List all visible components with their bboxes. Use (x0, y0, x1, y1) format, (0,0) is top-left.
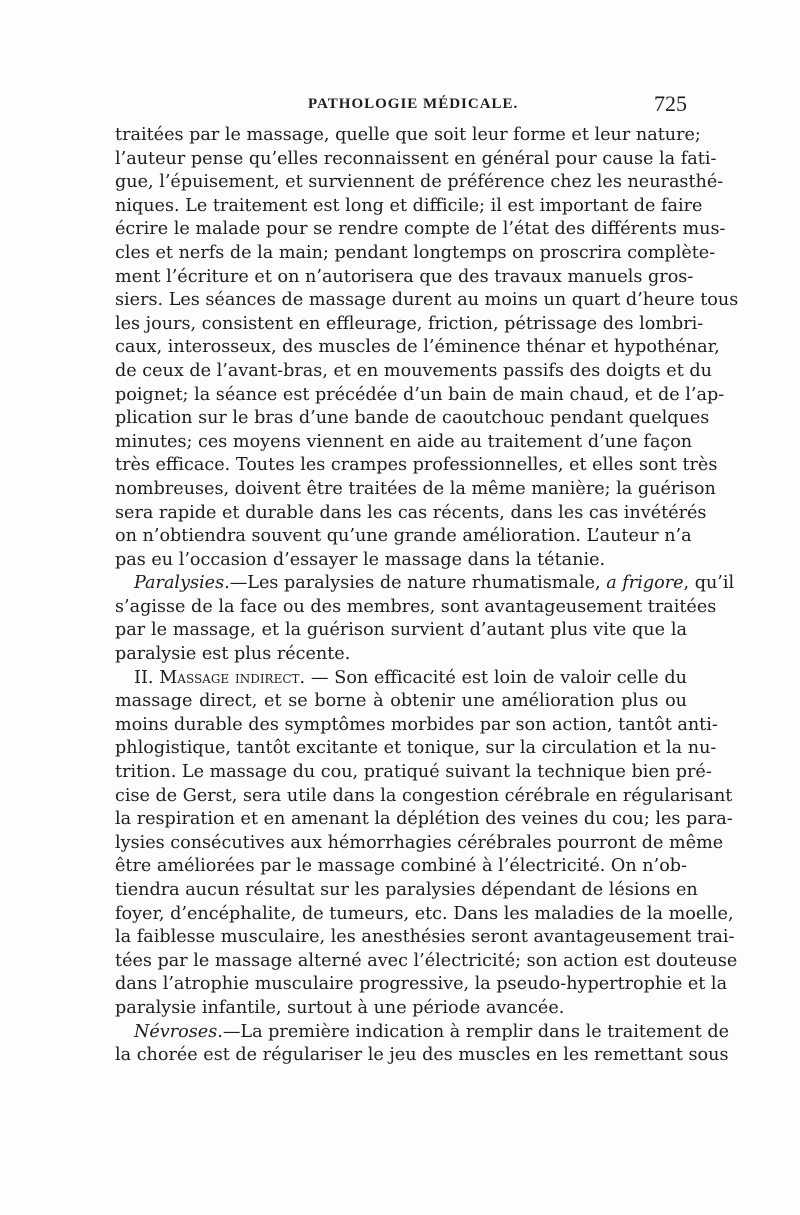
text-fragment: —La première indication à remplir dans le traitement de (222, 1021, 730, 1042)
text-line: paralysie infantile, surtout à une période avancée. (115, 997, 565, 1018)
text-line: la faiblesse musculaire, les anesthésies seront avantageusement trai- (115, 927, 735, 948)
text-line: siers. Les séances de massage durent au moins un quart d’heure tous (115, 290, 739, 311)
text-line: moins durable des symptômes morbides par son action, tantôt anti- (115, 714, 718, 735)
text-line: traitées par le massage, quelle que soit leur forme et leur nature; (115, 125, 701, 145)
body-text (115, 124, 739, 1068)
text-line: gue, l’épuisement, et surviennent de préférence chez les neurasthé- (115, 172, 724, 193)
text-line: très efficace. Toutes les crampes professionnelles, et elles sont très (115, 455, 718, 476)
text-fragment: — Son efficacité est loin de valoir celle du (305, 667, 687, 688)
text-fragment: , qu’il (683, 573, 735, 594)
heading-paralysies: Paralysies. (134, 573, 230, 594)
text-line: trition. Le massage du cou, pratiqué suivant la technique bien pré- (115, 762, 712, 783)
text-line: ment l’écriture et on n’autorisera que des travaux manuels gros- (115, 266, 694, 287)
text-line: on n’obtiendra souvent qu’une grande amélioration. L’auteur n’a (115, 526, 692, 547)
running-title: PATHOLOGIE MÉDICALE. (308, 96, 519, 112)
running-header (115, 91, 687, 124)
paragraph-nevroses-first-line (115, 1021, 730, 1045)
text-line: cles et nerfs de la main; pendant longtemps on proscrira complète- (115, 242, 716, 263)
heading-nevroses: Névroses. (134, 1021, 223, 1042)
text-line: tiendra aucun résultat sur les paralysies dépendant de lésions en (115, 880, 698, 900)
text-line: s’agisse de la face ou des membres, sont avantageusement traitées (115, 596, 717, 617)
term-a-frigore: a frigore (606, 573, 684, 594)
text-line: foyer, d’encéphalite, de tumeurs, etc. Dans les maladies de la moelle, (115, 903, 734, 924)
text-line: nombreuses, doivent être traitées de la même manière; la guérison (115, 478, 716, 499)
text-line: caux, interosseux, des muscles de l’éminence thénar et hypothénar, (115, 337, 720, 358)
paragraph-paralysies-first-line (115, 572, 735, 596)
text-line: pas eu l’occasion d’essayer le massage dans la tétanie. (115, 549, 606, 570)
text-line: par le massage, et la guérison survient d’autant plus vite que la (115, 620, 687, 641)
text-line: de ceux de l’avant-bras, et en mouvements passifs des doigts et du (115, 360, 712, 381)
text-line: plication sur le bras d’une bande de caoutchouc pendant quelques (115, 408, 710, 429)
text-line: poignet; la séance est précédée d’un bain de main chaud, et de l’ap- (115, 384, 725, 405)
text-line: cise de Gerst, sera utile dans la congestion cérébrale en régularisant (115, 785, 733, 806)
text-line: lysies consécutives aux hémorrhagies cérébrales pourront de même (115, 832, 724, 853)
text-fragment: —Les paralysies de nature rhumatismale, (229, 573, 607, 594)
text-line: phlogistique, tantôt excitante et tonique, sur la circulation et la nu- (115, 738, 717, 759)
text-line: massage direct, et se borne à obtenir une amélioration plus ou (115, 691, 687, 712)
text-line: sera rapide et durable dans les cas récents, dans les cas invétérés (115, 502, 707, 523)
text-line: être améliorées par le massage combiné à l’électricité. On n’ob- (115, 856, 687, 877)
text-line: dans l’atrophie musculaire progressive, la pseudo-hypertrophie et la (115, 974, 728, 995)
section-numeral: II. (134, 667, 160, 688)
page-number: 725 (654, 91, 687, 116)
heading-massage-indirect: Massage indirect. (159, 667, 306, 688)
text-line: tées par le massage alterné avec l’électricité; son action est douteuse (115, 950, 738, 971)
text-line: minutes; ces moyens viennent en aide au traitement d’une façon (115, 431, 693, 452)
text-line: écrire le malade pour se rendre compte de l’état des différents mus- (115, 219, 726, 240)
text-line: la chorée est de régulariser le jeu des muscles en les remettant sous (115, 1045, 729, 1066)
paragraph-massage-indirect-first-line (115, 667, 687, 691)
text-line: paralysie est plus récente. (115, 644, 351, 665)
text-line: la respiration et en amenant la déplétion des veines du cou; les para- (115, 809, 733, 830)
text-line: l’auteur pense qu’elles reconnaissent en général pour cause la fati- (115, 148, 717, 169)
text-line: les jours, consistent en effleurage, friction, pétrissage des lombri- (115, 313, 704, 334)
text-line: niques. Le traitement est long et difficile; il est important de faire (115, 195, 703, 216)
